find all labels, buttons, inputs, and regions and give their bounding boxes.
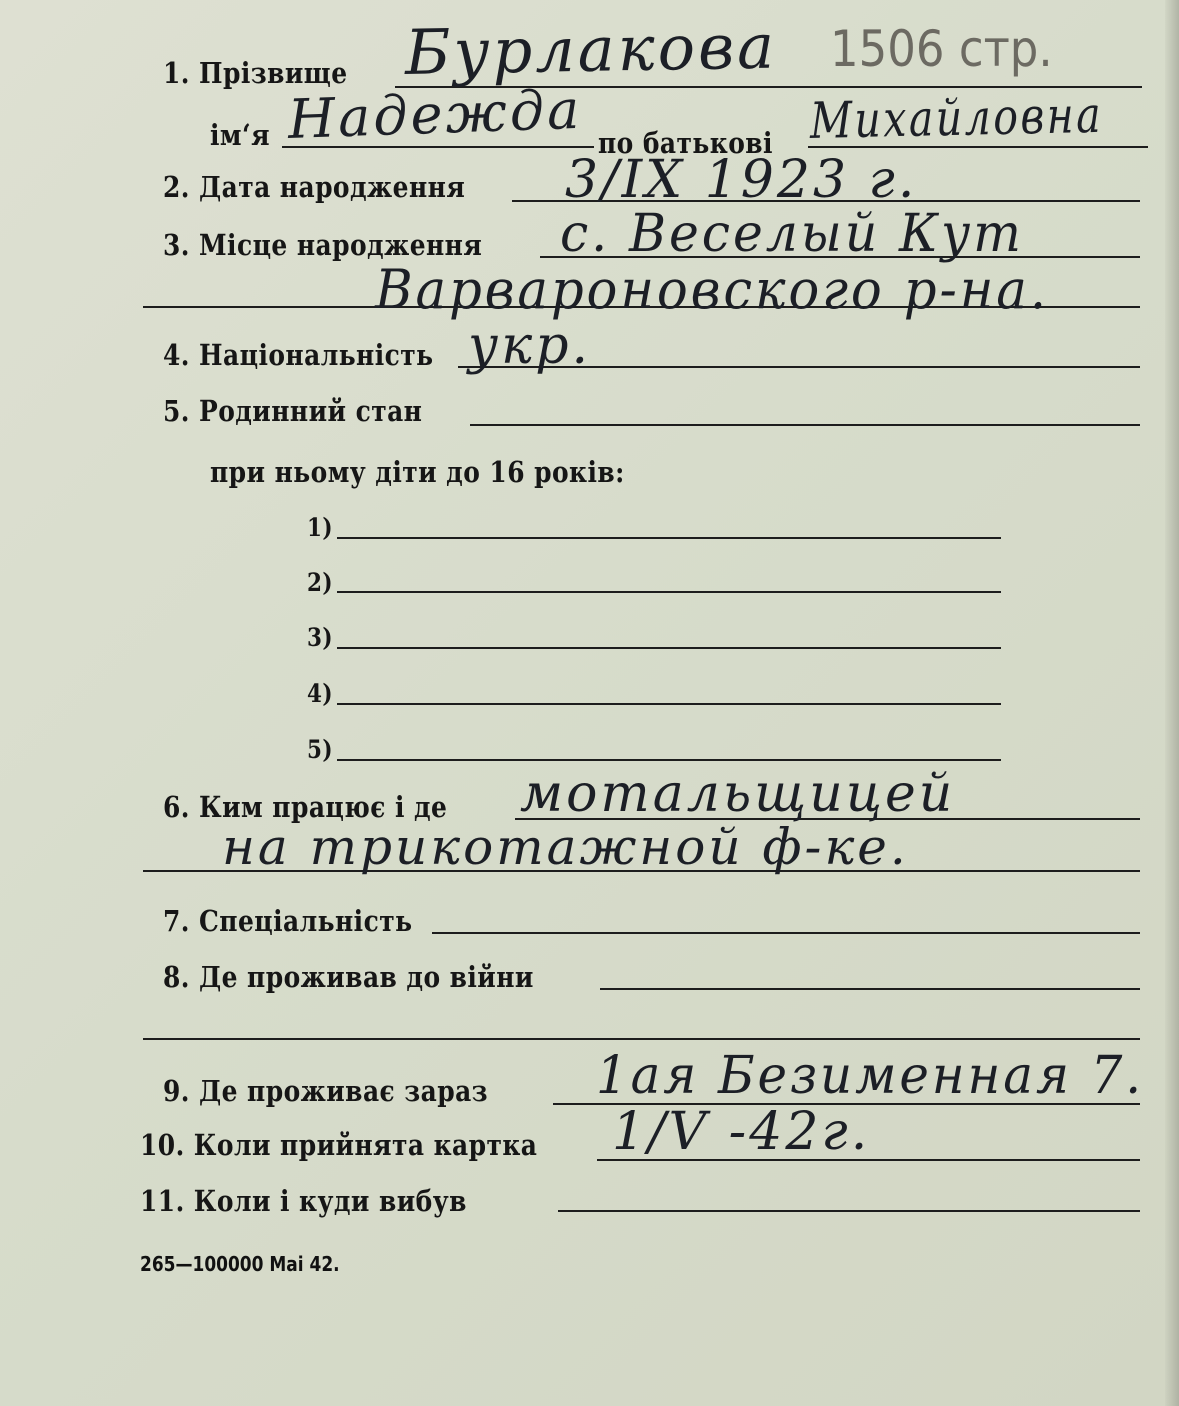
current-handwritten: 1ая Безименная 7.	[596, 1046, 1145, 1106]
birth-place-handwritten-2: Варвароновского р-на.	[375, 258, 1049, 321]
birth-date-handwritten: 3/IX 1923 г.	[565, 150, 918, 210]
specialty-line	[432, 932, 1140, 934]
first-name-label: ім‘я	[210, 118, 270, 152]
departure-label: 11. Коли і куди вибув	[140, 1184, 467, 1218]
child-5-label: 5)	[307, 735, 334, 764]
child-1-label: 1)	[307, 513, 334, 542]
specialty-label: 7. Спеціальність	[163, 904, 413, 938]
current-label: 9. Де проживає зараз	[163, 1074, 489, 1108]
nationality-handwritten: укр.	[468, 316, 592, 376]
child-3-line	[337, 647, 1001, 649]
marital-line	[470, 424, 1140, 426]
card-edge	[1165, 0, 1179, 1406]
patronymic-label: по батькові	[598, 126, 773, 160]
prewar-line	[600, 988, 1140, 990]
birth-place-handwritten-1: с. Веселый Кут	[560, 204, 1024, 264]
first-name-handwritten: Надежда	[286, 77, 584, 151]
print-run-footer: 265—100000 Mai 42.	[140, 1252, 340, 1276]
work-label: 6. Ким працює і де	[163, 790, 448, 824]
work-handwritten-2: на трикотажной ф-ке.	[222, 818, 909, 876]
child-4-line	[337, 703, 1001, 705]
card-date-label: 10. Коли прийнята картка	[140, 1128, 538, 1162]
children-label: при ньому діти до 16 років:	[210, 455, 625, 489]
birth-date-label: 2. Дата народження	[163, 170, 466, 204]
child-2-line	[337, 591, 1001, 593]
nationality-label: 4. Національність	[163, 338, 434, 372]
child-5-line	[337, 759, 1001, 761]
birth-place-label: 3. Місце народження	[163, 228, 483, 262]
child-3-label: 3)	[307, 623, 334, 652]
prewar-label: 8. Де проживав до війни	[163, 960, 534, 994]
child-4-label: 4)	[307, 679, 334, 708]
departure-line	[558, 1210, 1140, 1212]
record-number-pencil: 1506 стр.	[830, 20, 1053, 78]
work-handwritten-1: мотальщицей	[520, 764, 956, 824]
marital-label: 5. Родинний стан	[163, 394, 423, 428]
child-1-line	[337, 537, 1001, 539]
surname-label: 1. Прізвище	[163, 56, 348, 90]
prewar-line-2	[143, 1038, 1140, 1040]
child-2-label: 2)	[307, 568, 334, 597]
patronymic-handwritten: Михайловна	[809, 85, 1104, 150]
surname-handwritten: Бурлакова	[404, 9, 778, 89]
card-date-handwritten: 1/V -42г.	[612, 1102, 871, 1162]
